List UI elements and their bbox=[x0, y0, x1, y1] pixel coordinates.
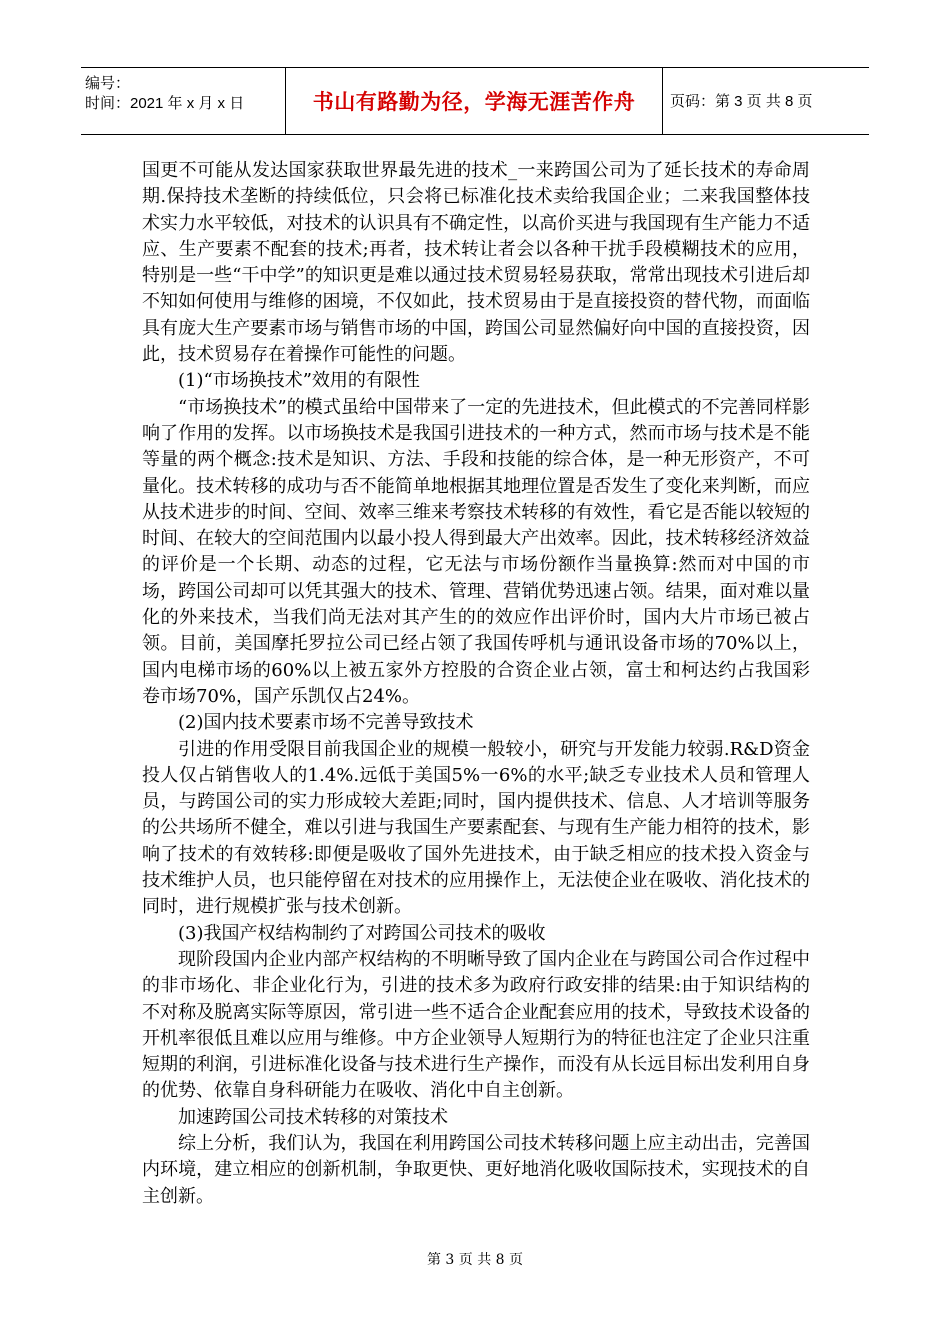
document-number: 编号： bbox=[85, 75, 131, 92]
page-header bbox=[81, 67, 869, 135]
body-paragraph: “市场换技术”的模式虽给中国带来了一定的先进技术，但此模式的不完善同样影响了作用的发挥。以市场换技术是我国引进技术的一种方式，然而市场与技术是不能等量的两个概念:技术是知识、方法、手段和技能的综合体，是一种无形资产，不可量化。技术转移的成功与否不能简单地根据其地理位置是否发生了变化来判断，而应从技术进步的时间、空间、效率三维来考察技术转移的有效性，看它是否能以较短的时间、在较大的空间范围内以最小投人得到最大产出效率。因此，技术转移经济效益的评价是一个长期、动态的过程，它无法与市场份额作当量换算:然而对中国的市场，跨国公司却可以凭其强大的技术、管理、营销优势迅速占领。结果，面对难以量化的外来技术，当我们尚无法对其产生的的效应作出评价时，国内大片市场已被占领。目前，美国摩托罗拉公司已经占领了我国传呼机与通讯设备市场的70%以上，国内电梯市场的60%以上被五家外方控股的合资企业占领，富士和柯达约占我国彩卷市场70%，国产乐凯仅占24%。 bbox=[142, 396, 810, 707]
section-heading: (1)“市场换技术”效用的有限性 bbox=[178, 370, 420, 392]
section-heading: (2)国内技术要素市场不完善导致技术 bbox=[178, 712, 474, 734]
body-paragraph: 国更不可能从发达国家获取世界最先进的技术_一来跨国公司为了延长技术的寿命周期.保持技术垄断的持续低位，只会将已标准化技术卖给我国企业；二来我国整体技术实力水平较低，对技术的认识具有不确定性，以高价买进与我国现有生产能力不适应、生产要素不配套的技术;再者，技术转让者会以各种干扰手段模糊技术的应用，特别是一些“干中学”的知识更是难以通过技术贸易轻易获取，常常出现技术引进后却不知如何使用与维修的困境，不仅如此，技术贸易由于是直接投资的替代物，而面临具有庞大生产要素市场与销售市场的中国，跨国公司显然偏好向中国的直接投资，因此，技术贸易存在着操作可能性的问题。 bbox=[142, 160, 810, 366]
header-meta bbox=[81, 68, 286, 134]
document-body bbox=[142, 158, 810, 1210]
page-footer: 第 3 页 共 8 页 bbox=[426, 1252, 524, 1268]
header-motto: 书山有路勤为径，学海无涯苦作舟 bbox=[286, 68, 663, 134]
section-heading: 加速跨国公司技术转移的对策技术 bbox=[178, 1106, 448, 1128]
document-date: 时间：2021 年 x 月 x 日 bbox=[85, 95, 245, 112]
header-page-number: 页码：第 3 页 共 8 页 bbox=[670, 93, 813, 110]
body-paragraph: 综上分析，我们认为，我国在利用跨国公司技术转移问题上应主动出击，完善国内环境，建立相应的创新机制，争取更快、更好地消化吸收国际技术，实现技术的自主创新。 bbox=[142, 1132, 810, 1207]
body-paragraph: 现阶段国内企业内部产权结构的不明晰导致了国内企业在与跨国公司合作过程中的非市场化、非企业化行为，引进的技术多为政府行政安排的结果:由于知识结构的不对称及脱离实际等原因，常引进一些不适合企业配套应用的技术，导致技术设备的开机率很低且难以应用与维修。中方企业领导人短期行为的特征也注定了企业只注重短期的利润，引进标准化设备与技术进行生产操作，而没有从长远目标出发利用自身的优势、依靠自身科研能力在吸收、消化中自主创新。 bbox=[142, 948, 810, 1102]
section-heading: (3)我国产权结构制约了对跨国公司技术的吸收 bbox=[178, 922, 546, 944]
body-paragraph: 引进的作用受限目前我国企业的规模一般较小，研究与开发能力较弱.R&D资金投人仅占销售收人的1.4%.远低于美国5%一6%的水平;缺乏专业技术人员和管理人员，与跨国公司的实力形成较大差距;同时，国内提供技术、信息、人才培训等服务的公共场所不健全，难以引进与我国生产要素配套、与现有生产能力相符的技术，影响了技术的有效转移:即便是吸收了国外先进技术，由于缺乏相应的技术投入资金与技术维护人员，也只能停留在对技术的应用操作上，无法使企业在吸收、消化技术的同时，进行规模扩张与技术创新。 bbox=[142, 738, 810, 918]
